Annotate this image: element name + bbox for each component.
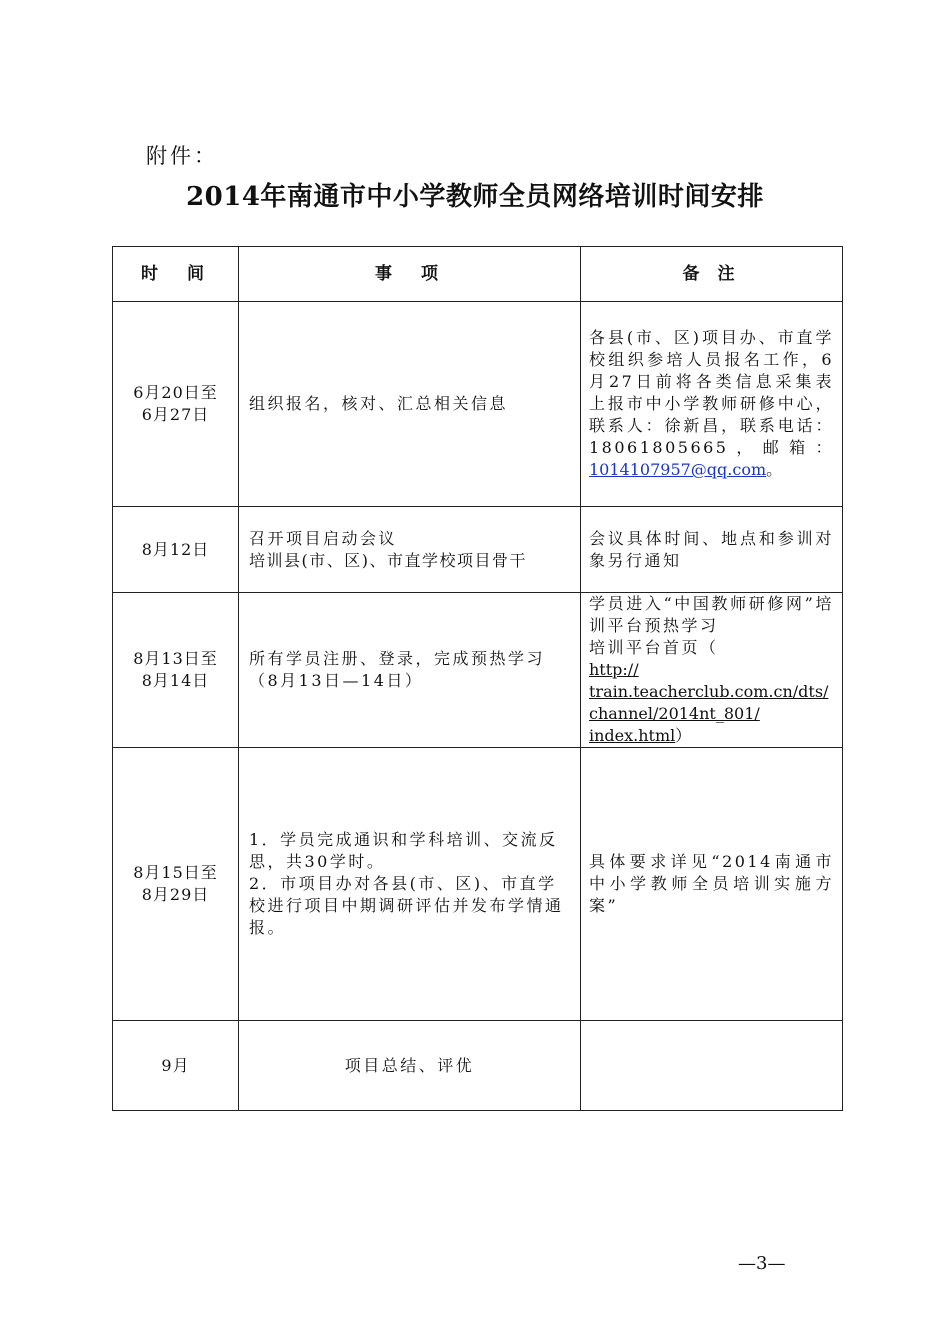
table-row (113, 302, 843, 507)
time-line: 9月 (161, 1055, 190, 1075)
item-line: 培训县(市、区)、市直学校项目骨干 (249, 550, 527, 570)
item-line: 召开项目启动会议 (249, 528, 398, 548)
time-cell (113, 1021, 239, 1111)
note-cell (581, 593, 843, 748)
time-line: 6月27日 (141, 405, 210, 424)
attachment-label: 附件： (146, 144, 218, 168)
note-cell (581, 507, 843, 593)
time-cell (113, 748, 239, 1021)
time-cell (113, 507, 239, 593)
note-cell (581, 1021, 843, 1111)
note-text: 各县(市、区)项目办、市直学校组织参培人员报名工作，6月27日前将各类信息采集表上报市中小学教师研修中心，联系人：徐新昌，联系电话：18061805665，邮箱： (589, 328, 834, 457)
note-text: 具体要求详见“2014南通市中小学教师全员培训实施方案” (589, 852, 834, 915)
time-line: 6月20日至 (133, 383, 218, 402)
note-line: 培训平台首页（ (589, 638, 719, 657)
time-line: 8月29日 (141, 885, 210, 904)
url-line[interactable]: index.html (589, 726, 676, 745)
url-line[interactable]: http:// (589, 660, 639, 679)
item-cell (239, 507, 581, 593)
header-time: 时 间 (113, 247, 239, 302)
note-line: 学员进入“中国教师研修网”培训平台预热学习 (589, 594, 834, 635)
note-tail: 。 (766, 460, 785, 479)
email-link[interactable]: 1014107957@qq.com (589, 460, 767, 479)
table-row (113, 593, 843, 748)
note-cell (581, 302, 843, 507)
time-cell (113, 302, 239, 507)
item-cell (239, 1021, 581, 1111)
time-line: 8月14日 (141, 671, 210, 690)
item-cell (239, 748, 581, 1021)
item-line: 所有学员注册、登录，完成预热学习（8月13日—14日） (249, 649, 546, 690)
url-line[interactable]: train.teacherclub.com.cn/dts/ (589, 682, 829, 701)
table-row (113, 748, 843, 1021)
table-row (113, 1021, 843, 1111)
url-line[interactable]: channel/2014nt_801/ (589, 704, 760, 723)
item-line: 2．市项目办对各县(市、区)、市直学校进行项目中期调研评估并发布学情通报。 (249, 874, 564, 937)
table-row (113, 507, 843, 593)
item-line: 项目总结、评优 (344, 1055, 475, 1075)
schedule-table (112, 246, 843, 1111)
time-line: 8月15日至 (133, 863, 218, 882)
time-line: 8月13日至 (133, 649, 218, 668)
table-header-row (113, 247, 843, 302)
note-cell (581, 748, 843, 1021)
note-text: 会议具体时间、地点和参训对象另行通知 (589, 528, 834, 570)
page-number: —3— (738, 1253, 786, 1274)
time-cell (113, 593, 239, 748)
item-line: 1．学员完成通识和学科培训、交流反思，共30学时。 (249, 830, 558, 871)
item-cell (239, 593, 581, 748)
time-line: 8月12日 (141, 539, 210, 559)
note-tail: ） (675, 726, 694, 745)
item-cell (239, 302, 581, 507)
header-note: 备 注 (581, 247, 843, 302)
item-line: 组织报名，核对、汇总相关信息 (249, 394, 509, 413)
document-title: 2014年南通市中小学教师全员网络培训时间安排 (186, 182, 764, 212)
header-item: 事 项 (239, 247, 581, 302)
